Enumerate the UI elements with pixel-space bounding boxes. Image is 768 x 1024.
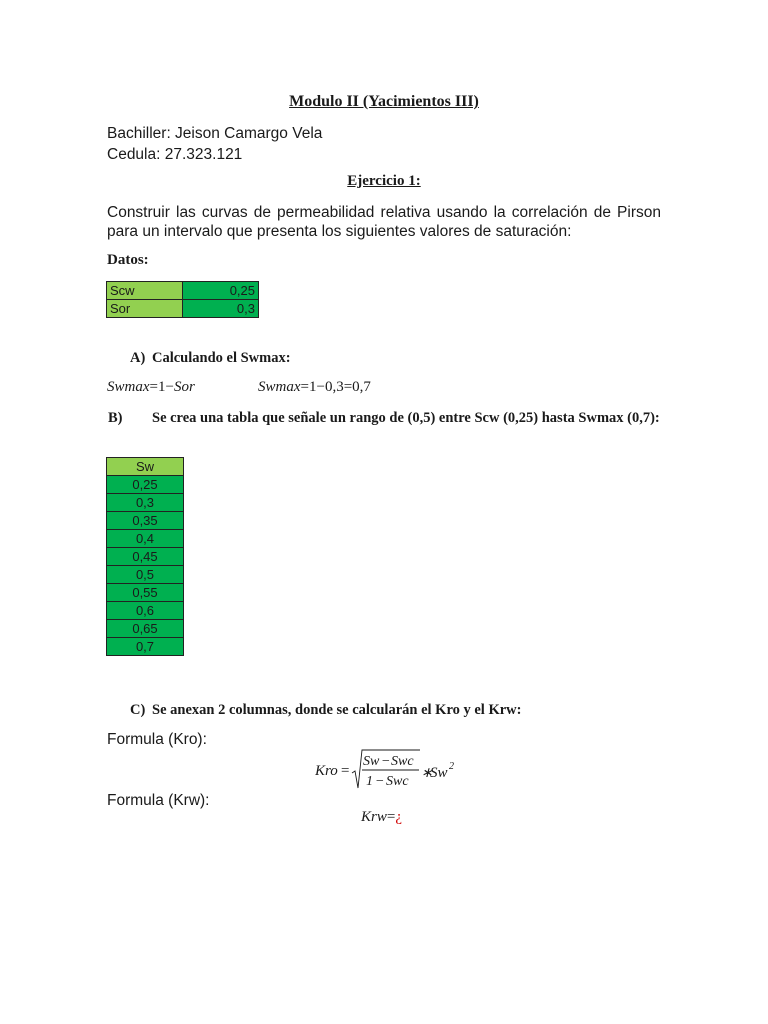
sw-value-cell: 0,65 <box>107 620 184 638</box>
kro-den-b: Swc <box>386 774 409 789</box>
kro-num-minus: − <box>381 754 391 769</box>
sw-value-cell: 0,3 <box>107 494 184 512</box>
krw-rhs: ¿ <box>395 809 402 825</box>
step-c-heading <box>130 702 521 719</box>
swmax-calc-b: 0,3 <box>324 379 344 395</box>
kro-tail: Sw <box>430 765 448 781</box>
step-b-heading <box>108 409 672 428</box>
kro-num-a: Sw <box>363 754 380 769</box>
swmax-calculation: Swmax=1−0,3=0,7 <box>258 379 371 395</box>
sw-table <box>106 457 184 656</box>
step-b-letter: B) <box>108 410 123 426</box>
datos-value-cell: 0,3 <box>183 300 259 318</box>
kro-equals: = <box>340 763 351 779</box>
table-row <box>107 300 259 318</box>
table-row <box>107 602 184 620</box>
sw-value-cell: 0,35 <box>107 512 184 530</box>
step-a-letter: A) <box>130 350 146 366</box>
author-line: Bachiller: Jeison Camargo Vela <box>107 125 323 142</box>
swmax-calc-a: 1 <box>308 379 317 395</box>
datos-table <box>106 281 259 318</box>
step-a-heading <box>130 350 291 367</box>
step-b-text: Se crea una tabla que señale un rango de (0,5) entre Scw (0,25) hasta Swmax (0,7): <box>152 410 660 426</box>
page-title: Modulo II (Yacimientos III) <box>289 93 479 110</box>
id-line: Cedula: 27.323.121 <box>107 146 243 163</box>
kro-formula <box>315 748 475 801</box>
formula-kro-label: Formula (Kro): <box>107 731 207 748</box>
datos-label: Datos: <box>107 252 149 268</box>
step-c-letter: C) <box>130 702 146 718</box>
sw-value-cell: 0,4 <box>107 530 184 548</box>
table-row <box>107 584 184 602</box>
swmax-calc-result: 0,7 <box>352 379 371 395</box>
table-row <box>107 494 184 512</box>
sw-header-cell: Sw <box>107 458 184 476</box>
kro-den-minus: − <box>375 774 385 789</box>
kro-formula-graphic <box>315 748 475 796</box>
sw-value-cell: 0,6 <box>107 602 184 620</box>
sw-value-cell: 0,5 <box>107 566 184 584</box>
kro-den-a: 1 <box>366 774 373 789</box>
datos-key-cell: Sor <box>107 300 183 318</box>
krw-lhs: Krw <box>361 809 387 825</box>
table-row <box>107 548 184 566</box>
table-row <box>107 282 259 300</box>
krw-formula: Krw=¿ <box>361 809 402 825</box>
kro-num-b: Swc <box>391 754 414 769</box>
intro-paragraph: Construir las curvas de permeabilidad relativa usando la correlación de Pirson para un intervalo que presenta los siguientes valores de saturación: <box>107 204 661 240</box>
exercise-title: Ejercicio 1: <box>347 173 421 189</box>
table-row <box>107 512 184 530</box>
table-row <box>107 566 184 584</box>
kro-exp: 2 <box>449 761 454 772</box>
table-row <box>107 638 184 656</box>
swmax-formula-a: 1 <box>157 379 166 395</box>
sw-value-cell: 0,25 <box>107 476 184 494</box>
swmax-formula: Swmax=1−Sor <box>107 379 195 395</box>
step-c-text: Se anexan 2 columnas, donde se calcularán el Kro y el Krw: <box>152 702 522 718</box>
sw-value-cell: 0,7 <box>107 638 184 656</box>
datos-value-cell: 0,25 <box>183 282 259 300</box>
table-header-row <box>107 458 184 476</box>
kro-times: ∗ <box>421 766 433 781</box>
sw-value-cell: 0,45 <box>107 548 184 566</box>
swmax-formula-lhs: Swmax <box>107 379 150 395</box>
table-row <box>107 620 184 638</box>
sw-value-cell: 0,55 <box>107 584 184 602</box>
swmax-formula-b: Sor <box>173 379 195 395</box>
formula-krw-label: Formula (Krw): <box>107 792 210 809</box>
kro-lhs: Kro <box>315 763 338 779</box>
step-a-text: Calculando el Swmax: <box>152 350 291 366</box>
datos-key-cell: Scw <box>107 282 183 300</box>
table-row <box>107 476 184 494</box>
swmax-calc-lhs: Swmax <box>258 379 301 395</box>
table-row <box>107 530 184 548</box>
